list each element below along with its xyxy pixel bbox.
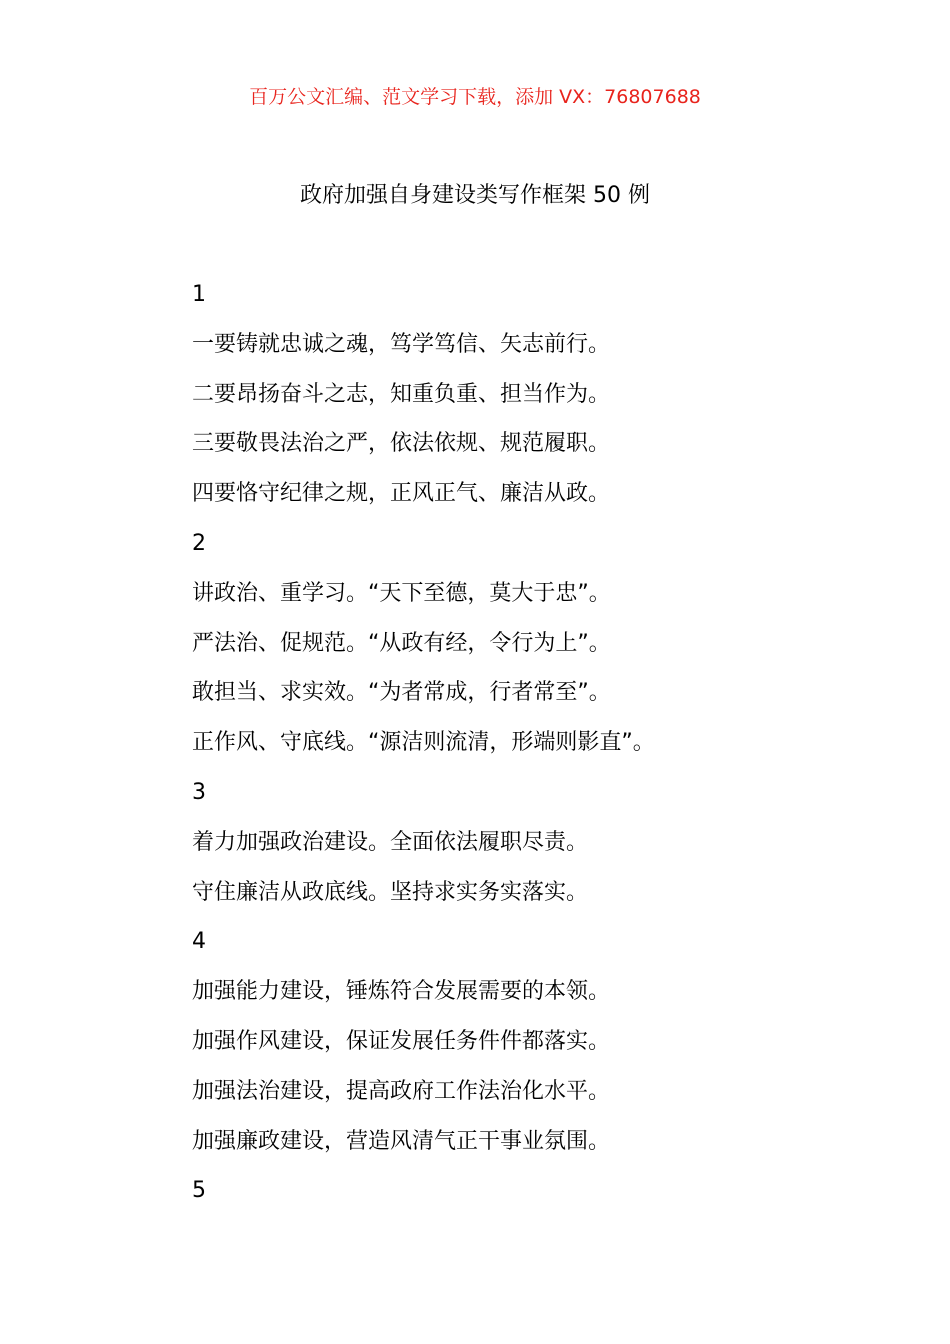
section-line: 加强能力建设，锤炼符合发展需要的本领。 [192,979,611,1005]
section-line: 二要昂扬奋斗之志，知重负重、担当作为。 [192,381,611,407]
section-line: 四要恪守纪律之规，正风正气、廉洁从政。 [192,481,611,507]
section-line: 一要铸就忠诚之魂，笃学笃信、矢志前行。 [192,331,611,357]
section-line: 加强作风建设，保证发展任务件件都落实。 [192,1028,611,1054]
section-line: 正作风、守底线。“源洁则流清，形端则影直”。 [192,730,655,756]
section-number: 4 [192,929,206,955]
section-line: 守住廉洁从政底线。坚持求实务实落实。 [192,879,589,905]
section-line: 敢担当、求实效。“为者常成，行者常至”。 [192,680,611,706]
section-number: 1 [192,282,206,307]
document-title: 政府加强自身建设类写作框架 50 例 [300,183,650,208]
section-line: 讲政治、重学习。“天下至德，莫大于忠”。 [192,580,611,606]
section-line: 加强廉政建设，营造风清气正干事业氛围。 [192,1128,611,1154]
section-number: 2 [192,530,206,556]
section-number: 3 [192,779,206,805]
header-banner: 百万公文汇编、范文学习下载，添加 VX：76807688 [249,86,701,108]
section-number: 5 [192,1178,206,1204]
section-line: 三要敬畏法治之严，依法依规、规范履职。 [192,431,611,457]
section-line: 严法治、促规范。“从政有经，令行为上”。 [192,630,611,656]
section-line: 加强法治建设，提高政府工作法治化水平。 [192,1078,611,1104]
document-body [192,270,892,1216]
section-line: 着力加强政治建设。全面依法履职尽责。 [192,829,589,855]
